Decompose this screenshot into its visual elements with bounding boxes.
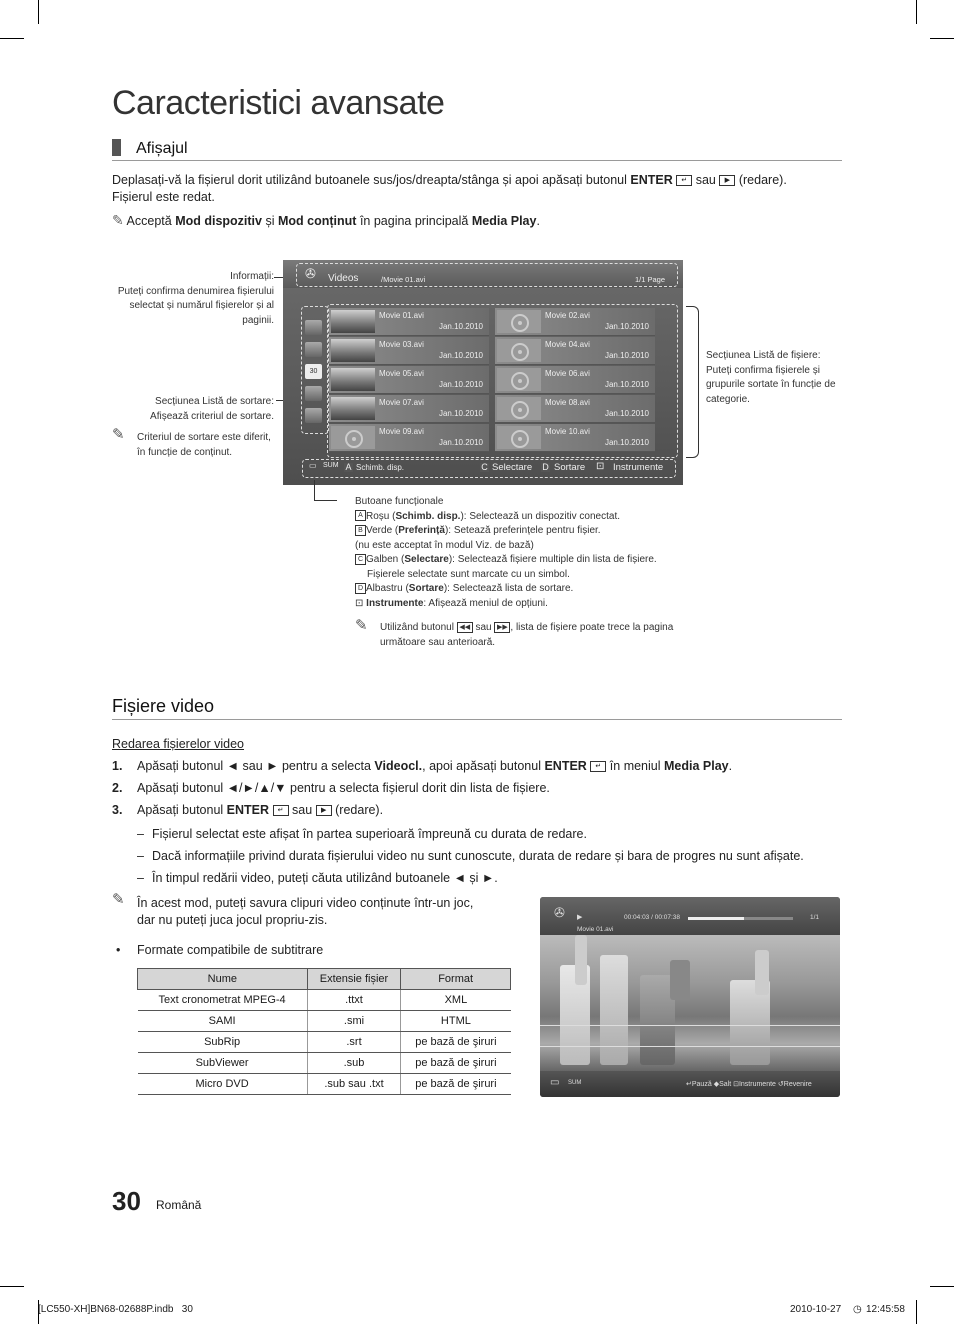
file-list-item[interactable] (329, 337, 489, 365)
file-list-item[interactable] (495, 366, 655, 394)
file-name: Movie 04.avi (545, 340, 590, 349)
dash-text: În timpul redării video, puteți căuta utilizând butoanele ◄ și ►. (152, 871, 498, 885)
func-note-text: , lista de fișiere poate trece la pagina (510, 622, 674, 633)
tools-icon: ⊡ (733, 1081, 739, 1088)
film-reel-icon (511, 372, 529, 390)
progress-track[interactable] (688, 917, 793, 920)
key-d-icon: D (542, 462, 549, 472)
giraffe-neck (575, 935, 587, 985)
section-title: Fișiere video (112, 696, 215, 716)
file-list-item[interactable] (495, 395, 655, 423)
step-text: sau (292, 803, 313, 817)
table-row (138, 1011, 511, 1032)
func-title: Butoane funcționale (355, 496, 444, 507)
table-cell: .sub sau .txt (307, 1074, 401, 1095)
giraffe-neck (670, 960, 690, 1000)
step-bold: Media Play (664, 759, 729, 773)
game-note-2: dar nu puteți juca jocul propriu-zis. (137, 913, 328, 927)
device-label: SUM (323, 462, 339, 469)
rewind-icon: ◀◀ (457, 622, 473, 633)
file-name: Movie 10.avi (545, 427, 590, 436)
func-green (355, 524, 715, 539)
file-date: Jan.10.2010 (438, 438, 483, 447)
step-bold: ENTER (544, 759, 587, 773)
func-text: ): Setează preferințele pentru fișier. (444, 525, 601, 536)
dash-mark: – (137, 827, 144, 841)
enter-icon: ↵ (590, 761, 606, 772)
step-text: (redare). (335, 803, 384, 817)
table-cell: .sub (307, 1053, 401, 1074)
select-button[interactable]: Selectare (492, 462, 533, 473)
func-yellow-note: Fișierele selectate sunt marcate cu un simbol. (367, 568, 570, 580)
section-title: Afișajul (136, 140, 188, 157)
key-d-icon: D (355, 583, 366, 594)
forward-icon: ▶▶ (494, 622, 510, 633)
crop-mark (930, 1286, 954, 1287)
file-thumbnail (331, 339, 375, 362)
func-yellow (355, 553, 715, 568)
file-date: Jan.10.2010 (438, 322, 483, 331)
callout-bracket (686, 306, 699, 458)
crop-mark (930, 38, 954, 39)
game-note-1: În acest mod, puteți savura clipuri video conținute într-un joc, (137, 896, 474, 910)
crop-mark (916, 0, 917, 24)
callout-sort-title: Secțiunea Listă de sortare: (155, 396, 274, 407)
file-info: [LC550-XH]BN68-02688P.indb 30 (38, 1304, 193, 1315)
file-list-item[interactable] (495, 424, 655, 452)
table-cell: .srt (307, 1032, 401, 1053)
file-name: Movie 09.avi (379, 427, 424, 436)
device-label: SUM (568, 1080, 582, 1086)
func-tools (355, 597, 715, 612)
giraffe-neck (755, 950, 769, 995)
func-text: Verde ( (366, 525, 399, 536)
key-b-icon: B (355, 525, 366, 536)
file-thumbnail (331, 426, 375, 449)
key-c-icon: C (355, 554, 366, 565)
change-device-button[interactable]: Schimb. disp. (356, 463, 405, 472)
func-note-text: sau (475, 622, 492, 633)
file-name: Movie 02.avi (545, 311, 590, 320)
step-text: Apăsați butonul ◄/►/▲/▼ pentru a selecta fișierul dorit din lista de fișiere. (137, 781, 550, 795)
table-cell: pe bază de şiruri (401, 1032, 511, 1053)
play-text: (redare). (738, 173, 787, 187)
table-cell: SubRip (138, 1032, 308, 1053)
progress-fill (688, 917, 744, 920)
callout-sort-body: Afișează criteriul de sortare. (150, 410, 274, 422)
note-bold: Mod conținut (278, 214, 357, 228)
column-header: Extensie fișier (307, 969, 401, 990)
section-bar (112, 139, 121, 156)
table-cell: pe bază de şiruri (401, 1053, 511, 1074)
sort-button[interactable]: Sortare (554, 462, 586, 473)
file-name: Movie 01.avi (379, 311, 424, 320)
file-date: Jan.10.2010 (438, 409, 483, 418)
film-reel-icon (511, 430, 529, 448)
path-label: /Movie 01.avi (381, 275, 426, 284)
file-date: Jan.10.2010 (604, 322, 649, 331)
func-text: ): Selectează lista de sortare. (443, 583, 574, 594)
file-thumbnail (331, 368, 375, 391)
print-time: 12:45:58 (866, 1304, 905, 1315)
callout-list (706, 349, 851, 407)
film-reel-icon (511, 314, 529, 332)
page-label: 1/1 Page (635, 275, 666, 284)
func-note-text: Utilizând butonul (380, 622, 454, 633)
dash-text: Dacă informațiile privind durata fișierului video nu sunt cunoscute, durata de redare și bara de progres nu sunt afișate. (152, 849, 804, 863)
intro-text: Deplasați-vă la fișierul dorit utilizând butoanele sus/jos/dreapta/stânga și apoi apăsați butonul (112, 173, 627, 187)
file-thumbnail (497, 339, 541, 362)
note-pencil-icon: ✎ (112, 212, 124, 228)
dash-mark: – (137, 849, 144, 863)
play-status-icon: ▶ (577, 914, 583, 921)
table-row (138, 990, 511, 1011)
tools-button[interactable]: Instrumente (613, 462, 664, 473)
func-bold: Instrumente (366, 597, 424, 609)
enter-label: ENTER (630, 173, 673, 187)
page-label: 1/1 (810, 914, 820, 921)
note-bold: Mod dispozitiv (175, 214, 262, 228)
step-num: 2. (112, 781, 123, 795)
key-c-icon: C (481, 462, 488, 472)
table-cell: HTML (401, 1011, 511, 1032)
clock-icon: ◷ (853, 1304, 862, 1315)
table-cell: .ttxt (307, 990, 401, 1011)
func-text: Galben ( (366, 554, 405, 565)
preference-icon[interactable] (305, 408, 322, 423)
func-bold: Preferință (398, 525, 445, 536)
file-list-item[interactable] (329, 424, 489, 452)
file-list-item[interactable] (329, 395, 489, 423)
folder-icon[interactable] (305, 320, 322, 335)
file-thumbnail (331, 397, 375, 420)
film-reel-icon (511, 401, 529, 419)
file-date: Jan.10.2010 (604, 380, 649, 389)
file-list-item[interactable] (495, 337, 655, 365)
note-bold: Media Play (471, 214, 537, 228)
func-text: Roșu ( (366, 510, 396, 522)
func-text: Albastru ( (366, 583, 409, 594)
key-a-icon: A (345, 462, 352, 472)
playback-time: 00:04:03 / 00:07:38 (624, 914, 681, 921)
note-text: în pagina principală (359, 214, 469, 228)
playback-buttons (686, 1080, 812, 1088)
func-text: ): Selectează fișiere multiple din lista de fișiere. (448, 554, 657, 565)
dash-3 (137, 870, 857, 887)
bullet-dot: • (116, 943, 121, 957)
section-label: Videos (328, 273, 359, 284)
callout-info (104, 270, 274, 328)
left-right-icon: ◆ (713, 1081, 720, 1088)
callout-sort-note: Criteriul de sortare este diferit, în funcție de conținut. (137, 432, 271, 458)
step-text: Apăsați butonul ◄ sau ► pentru a selecta (137, 759, 371, 773)
tools-button[interactable]: Instrumente (738, 1081, 776, 1088)
or-text: sau (695, 173, 716, 187)
game-note (137, 895, 517, 929)
step-1 (112, 758, 852, 775)
func-text: : Afișează meniul de opțiuni. (423, 597, 548, 609)
func-bold: Sortare (408, 583, 444, 594)
file-name: Movie 08.avi (545, 398, 590, 407)
step-num: 1. (112, 759, 123, 773)
file-thumbnail (497, 397, 541, 420)
table-cell: .smi (307, 1011, 401, 1032)
video-playback-screenshot (540, 897, 840, 1097)
table-cell: SAMI (138, 1011, 308, 1032)
func-red (355, 510, 715, 525)
note-text: . (536, 214, 540, 228)
file-list-item[interactable] (495, 308, 655, 336)
videos-icon: ✇ (554, 905, 565, 920)
file-thumbnail (497, 426, 541, 449)
file-thumbnail (497, 310, 541, 333)
dash-1 (137, 826, 857, 843)
table-row (138, 1053, 511, 1074)
callout-line (314, 480, 337, 501)
file-date: Jan.10.2010 (604, 409, 649, 418)
film-reel-icon (345, 430, 363, 448)
file-list-item[interactable] (329, 308, 489, 336)
func-blue (355, 582, 715, 597)
step-2 (112, 780, 852, 797)
note-pencil-icon: ✎ (112, 891, 125, 908)
file-date: Jan.10.2010 (438, 380, 483, 389)
key-a-icon: A (355, 510, 366, 521)
intro-paragraph (112, 172, 852, 206)
func-green-note: (nu este acceptat în modul Viz. de bază) (355, 539, 534, 551)
step-text: Apăsați butonul (137, 803, 224, 817)
func-bold: Schimb. disp. (395, 510, 461, 522)
column-header: Nume (138, 969, 308, 990)
return-button[interactable]: Revenire (783, 1081, 812, 1088)
dash-mark: – (137, 871, 144, 885)
crop-mark (916, 1300, 917, 1324)
section-header-afisajul (112, 136, 842, 161)
callout-list-body: Puteți confirma fișierele și grupurile sortate în funcție de categorie. (706, 364, 836, 405)
media-play-screenshot (283, 260, 683, 485)
callout-functions (355, 495, 715, 611)
enter-icon: ↵ (686, 1081, 692, 1088)
table-row (138, 1074, 511, 1095)
played-text: Fișierul este redat. (112, 190, 215, 204)
play-icon: ▶ (316, 805, 332, 816)
page-title: Caracteristici avansate (112, 84, 445, 122)
enter-icon: ↵ (273, 805, 289, 816)
play-icon: ▶ (719, 175, 735, 186)
file-name: Movie 05.avi (379, 369, 424, 378)
sort-note-pencil-icon: ✎ (112, 426, 125, 443)
file-date: Jan.10.2010 (604, 438, 649, 447)
note-text: Acceptă (126, 214, 172, 228)
device-icon: ▭ (309, 461, 317, 470)
callout-info-title: Informații: (230, 271, 274, 282)
func-note (380, 621, 720, 650)
fence-shape (540, 1025, 840, 1047)
step-text: în meniul (609, 759, 661, 773)
subtitle: Redarea fișierelor video (112, 737, 245, 751)
table-cell: pe bază de şiruri (401, 1074, 511, 1095)
crop-mark (0, 38, 24, 39)
step-text: . (728, 759, 733, 773)
table-row (138, 1032, 511, 1053)
note-text: și (265, 214, 275, 228)
enter-icon: ↵ (676, 175, 692, 186)
page-number: 30 (112, 1186, 141, 1216)
bullet-text: Formate compatibile de subtitrare (137, 943, 324, 957)
step-num: 3. (112, 803, 123, 817)
dash-2 (137, 848, 857, 865)
return-icon: ↺ (777, 1081, 784, 1088)
jump-button[interactable]: Salt (719, 1081, 732, 1088)
callout-info-body: Puteți confirma denumirea fișierului selectat și numărul fișierelor și al paginii. (117, 285, 274, 326)
file-thumbnail (497, 368, 541, 391)
videos-icon: ✇ (305, 266, 316, 281)
file-name: Movie 06.avi (545, 369, 590, 378)
table-cell: Micro DVD (138, 1074, 308, 1095)
tools-icon: ⊡ (355, 597, 364, 609)
crop-mark (0, 1286, 24, 1287)
print-date: 2010-10-27 (790, 1304, 842, 1315)
step-bold: Videocl. (374, 759, 423, 773)
file-name: Movie 03.avi (379, 340, 424, 349)
step-text: , apoi apăsați butonul (422, 759, 541, 773)
table-cell: Text cronometrat MPEG-4 (138, 990, 308, 1011)
func-bold: Selectare (404, 554, 449, 565)
file-date: Jan.10.2010 (438, 351, 483, 360)
subtitle-format-table (137, 968, 511, 1095)
calendar-icon[interactable] (305, 364, 322, 379)
language-label: Română (156, 1198, 202, 1212)
section-header-video (112, 694, 842, 720)
func-text: ): Selectează un dispozitiv conectat. (460, 510, 620, 522)
file-name: Movie 07.avi (379, 398, 424, 407)
func-note-text: următoare sau anterioară. (380, 636, 496, 648)
giraffe-shape (600, 955, 628, 1065)
step-bold: ENTER (226, 803, 270, 817)
file-list-item[interactable] (329, 366, 489, 394)
film-reel-icon (511, 343, 529, 361)
column-header: Format (401, 969, 511, 990)
genre-icon[interactable] (305, 386, 322, 401)
title-icon[interactable] (305, 342, 322, 357)
file-date: Jan.10.2010 (604, 351, 649, 360)
calendar-date: 30 (309, 368, 318, 375)
file-thumbnail (331, 310, 375, 333)
device-icon: ▭ (550, 1077, 560, 1088)
pause-button[interactable]: Pauză (691, 1081, 712, 1088)
callout-list-title: Secțiunea Listă de fișiere: (706, 350, 821, 361)
crop-mark (38, 0, 39, 24)
note-line (112, 212, 852, 230)
table-cell: SubViewer (138, 1053, 308, 1074)
table-header (138, 969, 511, 990)
callout-sort (104, 395, 274, 424)
file-label: Movie 01.avi (577, 926, 614, 933)
step-3 (112, 802, 852, 819)
tools-icon: ⊡ (596, 461, 605, 472)
table-cell: XML (401, 990, 511, 1011)
func-note-pencil-icon: ✎ (355, 617, 368, 634)
dash-text: Fișierul selectat este afișat în partea superioară împreună cu durata de redare. (152, 827, 587, 841)
giraffe-video-frame (540, 935, 840, 1071)
